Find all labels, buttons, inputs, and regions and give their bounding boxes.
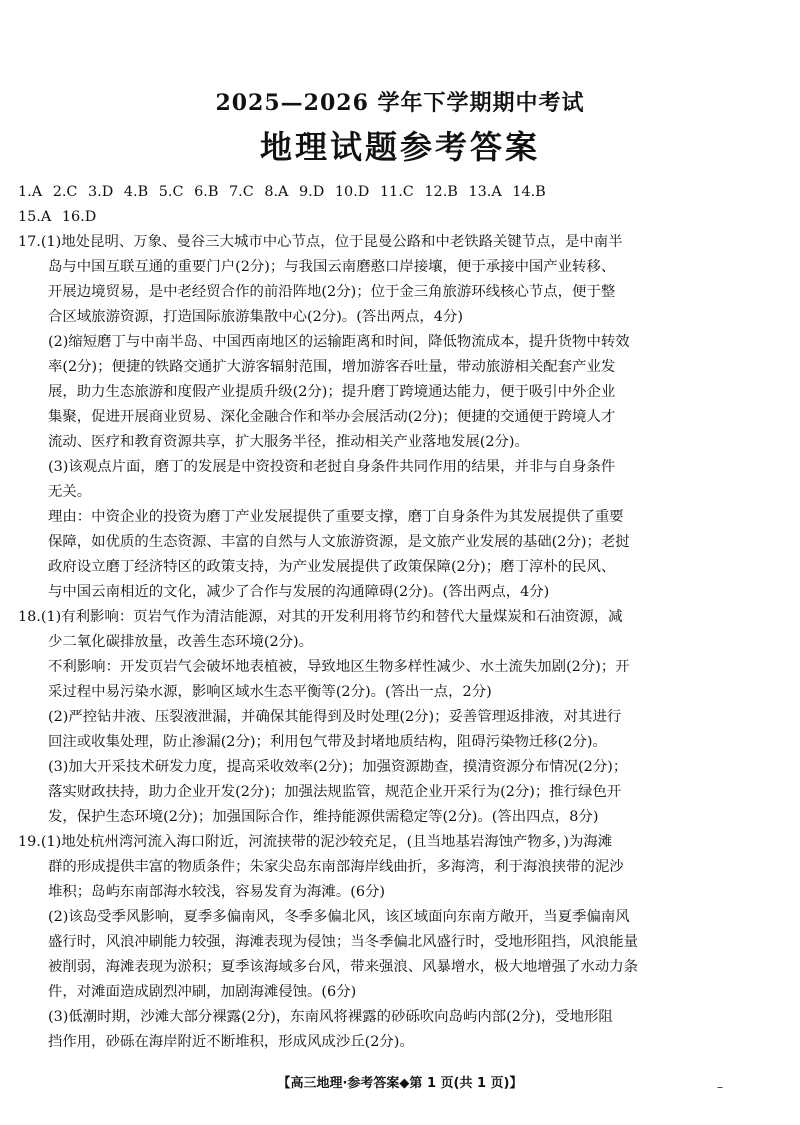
page-mark: –	[717, 1080, 723, 1094]
q17-line: 无关。	[48, 484, 92, 500]
q19-line: 件，对滩面造成剧烈冲刷，加剧海滩侵蚀。(6分)	[48, 984, 357, 1000]
q19-line: 盛行时，风浪冲刷能力较强，海滩表现为侵蚀；当冬季偏北风盛行时，受地形阻挡，风浪能量	[48, 934, 639, 950]
mc-answer: 5.C	[158, 184, 184, 200]
mc-answer: 15.A	[18, 209, 52, 225]
mc-answer: 13.A	[468, 184, 502, 200]
mc-answer: 2.C	[52, 184, 78, 200]
page-footer: 【高三地理·参考答案◆第 1 页(共 1 页)】	[277, 1076, 523, 1091]
mc-answer: 4.B	[123, 184, 149, 200]
q19-line: 挡作用，砂砾在海岸附近不断堆积，形成风成沙丘(2分)。	[48, 1034, 414, 1050]
q17-line: 集聚，促进开展商业贸易、深化金融合作和举办会展活动(2分)；便捷的交通便于跨境人才	[48, 409, 616, 425]
mc-answer: 9.D	[299, 184, 325, 200]
mc-answer: 16.D	[61, 209, 97, 225]
mc-answer: 12.B	[424, 184, 458, 200]
q19-line: 堆积；岛屿东南部海水较浅，容易发育为海滩。(6分)	[48, 884, 385, 900]
q18-line: 不利影响：开发页岩气会破坏地表植被，导致地区生物多样性减少、水土流失加剧(2分)；开	[48, 659, 630, 675]
mc-answer: 11.C	[379, 184, 414, 200]
q17-line: 岛与中国互联互通的重要门户(2分)；与我国云南磨憨口岸接壤，便于承接中国产业转移、	[48, 259, 616, 275]
q19-line: 19.(1)地处杭州湾河流入海口附近，河流挟带的泥沙较充足，(且当地基岩海蚀产物多，)为海滩	[18, 834, 613, 850]
exam-title: 2025—2026 学年下学期期中考试	[215, 90, 585, 116]
q17-line: (2)缩短磨丁与中南半岛、中国西南地区的运输距离和时间，降低物流成本，提升货物中转效	[48, 334, 630, 350]
q18-line: 发，保护生态环境(2分)；加强国际合作，维持能源供需稳定等(2分)。(答出四点，8分)	[48, 809, 599, 825]
mc-answer: 8.A	[264, 184, 289, 200]
q18-line: 落实财政扶持，助力企业开发(2分)；加强法规监管，规范企业开采行为(2分)；推行绿色开	[48, 784, 622, 800]
answer-key-title: 地理试题参考答案	[259, 128, 540, 166]
q17-line: 率(2分)；便捷的铁路交通扩大游客辐射范围，增加游客吞吐量，带动旅游相关配套产业发	[48, 359, 616, 375]
q19-line: (3)低潮时期，沙滩大部分裸露(2分)，东南风将裸露的砂砾吹向岛屿内部(2分)，受地形阻	[48, 1009, 613, 1025]
mc-answer: 1.A	[18, 184, 43, 200]
q17-line: 政府设立磨丁经济特区的政策支持，为产业发展提供了政策保障(2分)；磨丁淳朴的民风、	[48, 559, 616, 575]
q17-line: 理由：中资企业的投资为磨丁产业发展提供了重要支撑，磨丁自身条件为其发展提供了重要	[48, 509, 624, 525]
q17-line: 与中国云南相近的文化，减少了合作与发展的沟通障碍(2分)。(答出两点，4分)	[48, 584, 550, 600]
q18-line: 18.(1)有利影响：页岩气作为清洁能源，对其的开发利用将节约和替代大量煤炭和石油资源，减	[18, 609, 623, 625]
q17-line: 开展边境贸易，是中老经贸合作的前沿阵地(2分)；位于金三角旅游环线核心节点，便于整	[48, 284, 616, 300]
mc-answer: 3.D	[88, 184, 114, 200]
q18-line: (2)严控钻井液、压裂液泄漏，并确保其能得到及时处理(2分)；妥善管理返排液，对其进行	[48, 709, 622, 725]
q17-line: 展，助力生态旅游和度假产业提质升级(2分)；提升磨丁跨境通达能力，便于吸引中外企业	[48, 384, 616, 400]
mc-answer: 10.D	[334, 184, 370, 200]
q17-line: 合区域旅游资源，打造国际旅游集散中心(2分)。(答出两点，4分)	[48, 309, 463, 325]
mc-answer: 6.B	[194, 184, 219, 200]
q17-line: 17.(1)地处昆明、万象、曼谷三大城市中心节点，位于昆曼公路和中老铁路关键节点，是中南半	[18, 234, 623, 250]
q17-line: (3)该观点片面，磨丁的发展是中资投资和老挝自身条件共同作用的结果，并非与自身条件	[48, 459, 616, 475]
mc-answer: 7.C	[229, 184, 254, 200]
q17-line: 保障，如优质的生态资源、丰富的自然与人文旅游资源，是文旅产业发展的基础(2分)；老挝	[48, 534, 630, 550]
mc-answers-row-1	[18, 180, 788, 205]
q19-line: (2)该岛受季风影响，夏季多偏南风，冬季多偏北风，该区域面向东南方敞开，当夏季偏南风	[48, 909, 630, 925]
q18-line: (3)加大开采技术研发力度，提高采收效率(2分)；加强资源勘查，摸清资源分布情况(2分)；	[48, 759, 628, 775]
q18-line: 回注或收集处理，防止渗漏(2分)；利用包气带及封堵地质结构，阻碍污染物迁移(2分)。	[48, 734, 607, 750]
q17-line: 流动、医疗和教育资源共享，扩大服务半径，推动相关产业落地发展(2分)。	[48, 434, 529, 450]
mc-answers-row-2	[18, 205, 788, 230]
answer-body	[18, 180, 788, 1055]
q19-line: 被削弱，海滩表现为淤积；夏季该海域多台风，带来强浪、风暴增水，极大地增强了水动力条	[48, 959, 639, 975]
q19-line: 群的形成提供丰富的物质条件；朱家尖岛东南部海岸线曲折，多海湾，利于海浪挟带的泥沙	[48, 859, 624, 875]
q18-line: 采过程中易污染水源，影响区域水生态平衡等(2分)。(答出一点，2分)	[48, 684, 492, 700]
q18-line: 少二氧化碳排放量，改善生态环境(2分)。	[48, 634, 314, 650]
mc-answer: 14.B	[512, 184, 546, 200]
